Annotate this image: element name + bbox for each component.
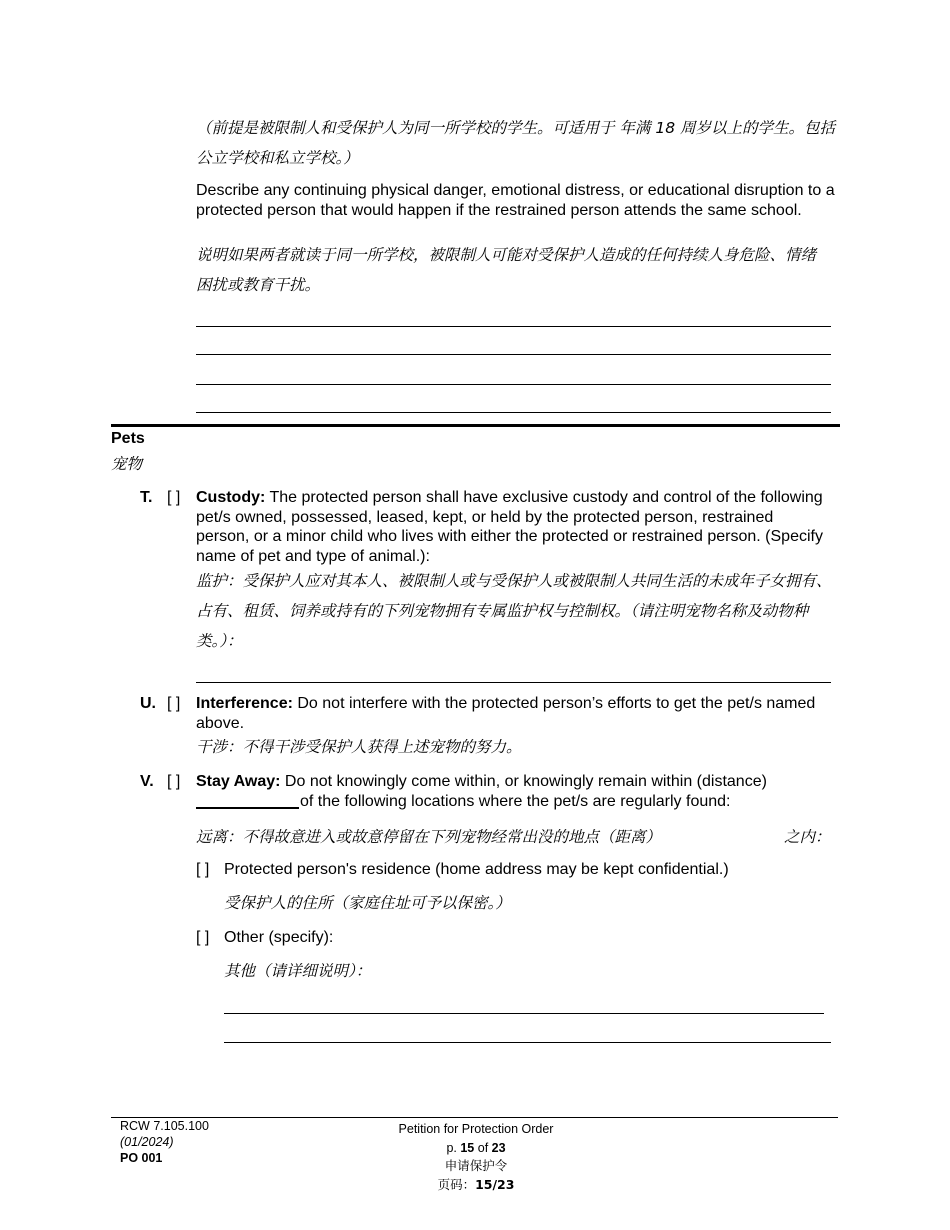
other-label: Other (specify): — [224, 929, 334, 946]
residence-label-zh: 受保护人的住所（家庭住址可予以保密。） — [224, 894, 511, 912]
interference-checkbox[interactable]: [ ] — [167, 695, 181, 712]
residence-label: Protected person's residence (home address may be kept confidential.) — [224, 861, 729, 878]
school-describe-en: Describe any continuing physical danger, emotional distress, or educational disruption to a protected person that would happen if the restrained person attends the same school. — [196, 182, 835, 219]
footer-page: p. 15 of 23 — [446, 1140, 506, 1155]
custody-text-zh: 监护：受保护人应对其本人、被限制人或与受保护人或被限制人共同生活的未成年子女拥有、占有、租赁、饲养或持有的下列宠物拥有专属监护权与控制权。（请注明宠物名称及动物种类。）： — [196, 572, 832, 650]
section-divider — [111, 424, 840, 427]
stay-away-letter: V. — [140, 773, 154, 790]
interference-text-zh: 干涉：不得干涉受保护人获得上述宠物的努力。 — [196, 738, 522, 756]
footer-center — [366, 1120, 586, 1194]
interference-title: Interference: — [196, 695, 293, 712]
school-answer-line-1[interactable] — [196, 326, 831, 327]
footer-rcw: RCW 7.105.100 — [120, 1119, 209, 1133]
stay-away-checkbox[interactable]: [ ] — [167, 773, 181, 790]
footer-rule — [111, 1117, 838, 1118]
residence-checkbox[interactable]: [ ] — [196, 861, 210, 878]
school-answer-line-2[interactable] — [196, 354, 831, 355]
stay-away-text — [196, 772, 826, 792]
custody-title: Custody: — [196, 489, 266, 506]
school-answer-line-3[interactable] — [196, 384, 831, 385]
footer-page-zh: 页码：15/23 — [437, 1176, 515, 1192]
school-describe-zh: 说明如果两者就读于同一所学校，被限制人可能对受保护人造成的任何持续人身危险、情绪困扰或教育干扰。 — [196, 246, 817, 294]
footer-form-id: PO 001 — [120, 1151, 163, 1165]
custody-body: The protected person shall have exclusive custody and control of the following pet/s owned, possessed, leased, kept, or held by the protected person, restrained person, or a minor child who lives with either the protected or restrained person. (Specify name of pet and type of animal.): — [196, 489, 823, 565]
stay-away-body-2: of the following locations where the pet/s are regularly found: — [300, 793, 731, 810]
distance-blank[interactable] — [196, 807, 299, 809]
stay-away-text-zh-a: 远离：不得故意进入或故意停留在下列宠物经常出没的地点（距离） — [196, 828, 662, 846]
other-checkbox[interactable]: [ ] — [196, 929, 210, 946]
other-answer-line-2[interactable] — [224, 1042, 831, 1043]
custody-checkbox[interactable]: [ ] — [167, 489, 181, 506]
other-label-zh: 其他（请详细说明）： — [224, 962, 372, 980]
stay-away-text-zh-b: 之内： — [784, 828, 831, 846]
pets-heading: Pets — [111, 430, 145, 447]
school-note-zh: （前提是被限制人和受保护人为同一所学校的学生。可适用于 年满 18 周岁以上的学生。包括公立学校和私立学校。） — [196, 119, 836, 167]
footer-date: (01/2024) — [120, 1135, 174, 1149]
interference-body: Do not interfere with the protected person’s efforts to get the pet/s named above. — [196, 695, 816, 732]
custody-text — [196, 488, 826, 566]
footer-title: Petition for Protection Order — [398, 1122, 554, 1136]
stay-away-body-1: Do not knowingly come within, or knowingly remain within (distance) — [280, 773, 767, 790]
interference-letter: U. — [140, 695, 156, 712]
custody-answer-line[interactable] — [196, 682, 831, 683]
stay-away-title: Stay Away: — [196, 773, 281, 790]
pets-heading-zh: 宠物 — [111, 455, 143, 473]
footer-title-zh: 申请保护令 — [444, 1158, 508, 1173]
interference-text — [196, 694, 826, 733]
school-answer-line-4[interactable] — [196, 412, 831, 413]
custody-letter: T. — [140, 489, 153, 506]
other-answer-line-1[interactable] — [224, 1013, 824, 1014]
